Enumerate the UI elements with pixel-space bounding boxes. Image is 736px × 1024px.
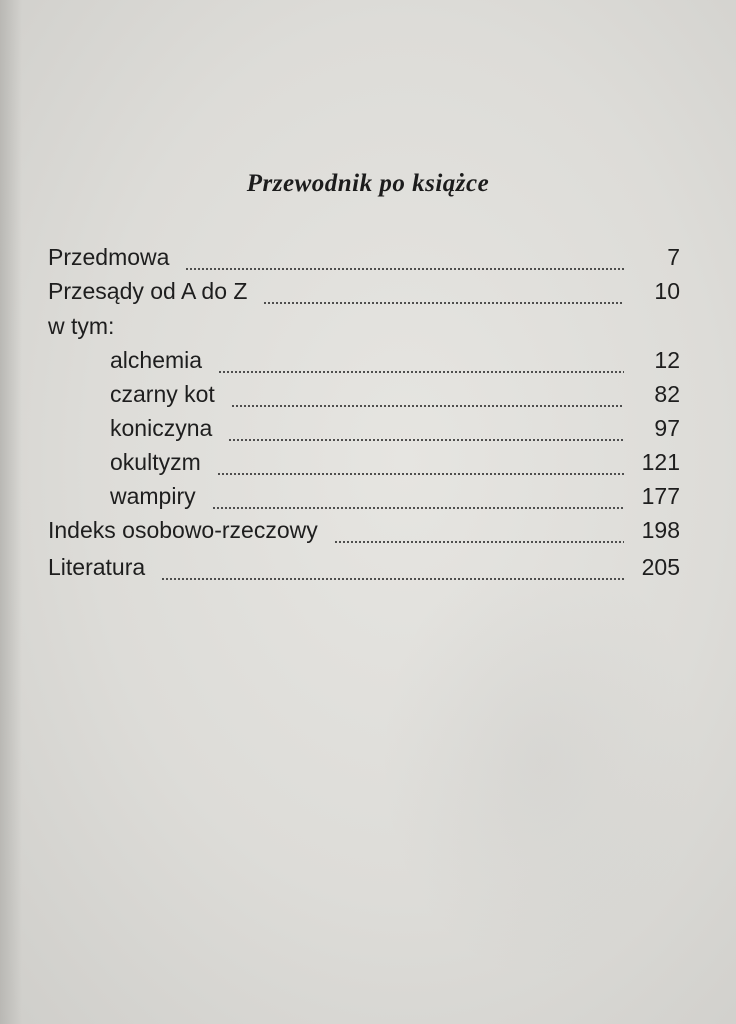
paper-bleed-through: [380, 580, 700, 980]
toc-entry-przesady: [48, 278, 680, 312]
toc-subheading-label: w tym:: [48, 313, 115, 339]
dot-leader: [218, 371, 624, 373]
page-binding-shadow: [0, 0, 22, 1024]
toc-entry-koniczyna: [110, 415, 680, 449]
toc-entry-label: Przedmowa: [48, 244, 170, 270]
dot-leader: [334, 541, 624, 543]
dot-leader: [185, 268, 624, 270]
dot-leader: [263, 302, 624, 304]
toc-entry-literatura: [48, 554, 680, 588]
toc-entry-page: 82: [654, 381, 680, 407]
toc-entry-alchemia: [110, 347, 680, 381]
toc-entry-page: 198: [641, 517, 680, 543]
toc-entry-label: Literatura: [48, 554, 146, 580]
toc-entry-indeks: [48, 517, 680, 551]
toc-entry-page: 205: [641, 554, 680, 580]
toc-entry-label: Indeks osobowo-rzeczowy: [48, 517, 318, 543]
toc-entry-czarny-kot: [110, 381, 680, 415]
toc-entry-page: 10: [654, 278, 680, 304]
toc-entry-label: okultyzm: [110, 449, 201, 475]
toc-entry-label: koniczyna: [110, 415, 213, 441]
page-title: Przewodnik po książce: [246, 170, 490, 197]
toc-subheading: [48, 313, 680, 347]
toc-entry-page: 7: [667, 244, 680, 270]
toc-entry-okultyzm: [110, 449, 680, 483]
dot-leader: [161, 578, 624, 580]
toc-entry-page: 121: [641, 449, 680, 475]
toc-entry-label: Przesądy od A do Z: [48, 278, 248, 304]
toc-entry-page: 97: [654, 415, 680, 441]
dot-leader: [231, 405, 624, 407]
dot-leader: [212, 507, 624, 509]
dot-leader: [217, 473, 624, 475]
toc-entry-label: alchemia: [110, 347, 203, 373]
dot-leader: [228, 439, 624, 441]
toc-entry-label: wampiry: [110, 483, 196, 509]
toc-entry-przedmowa: [48, 244, 680, 278]
toc-entry-label: czarny kot: [110, 381, 215, 407]
toc-entry-page: 12: [654, 347, 680, 373]
toc-entry-wampiry: [110, 483, 680, 517]
toc-entry-page: 177: [641, 483, 680, 509]
